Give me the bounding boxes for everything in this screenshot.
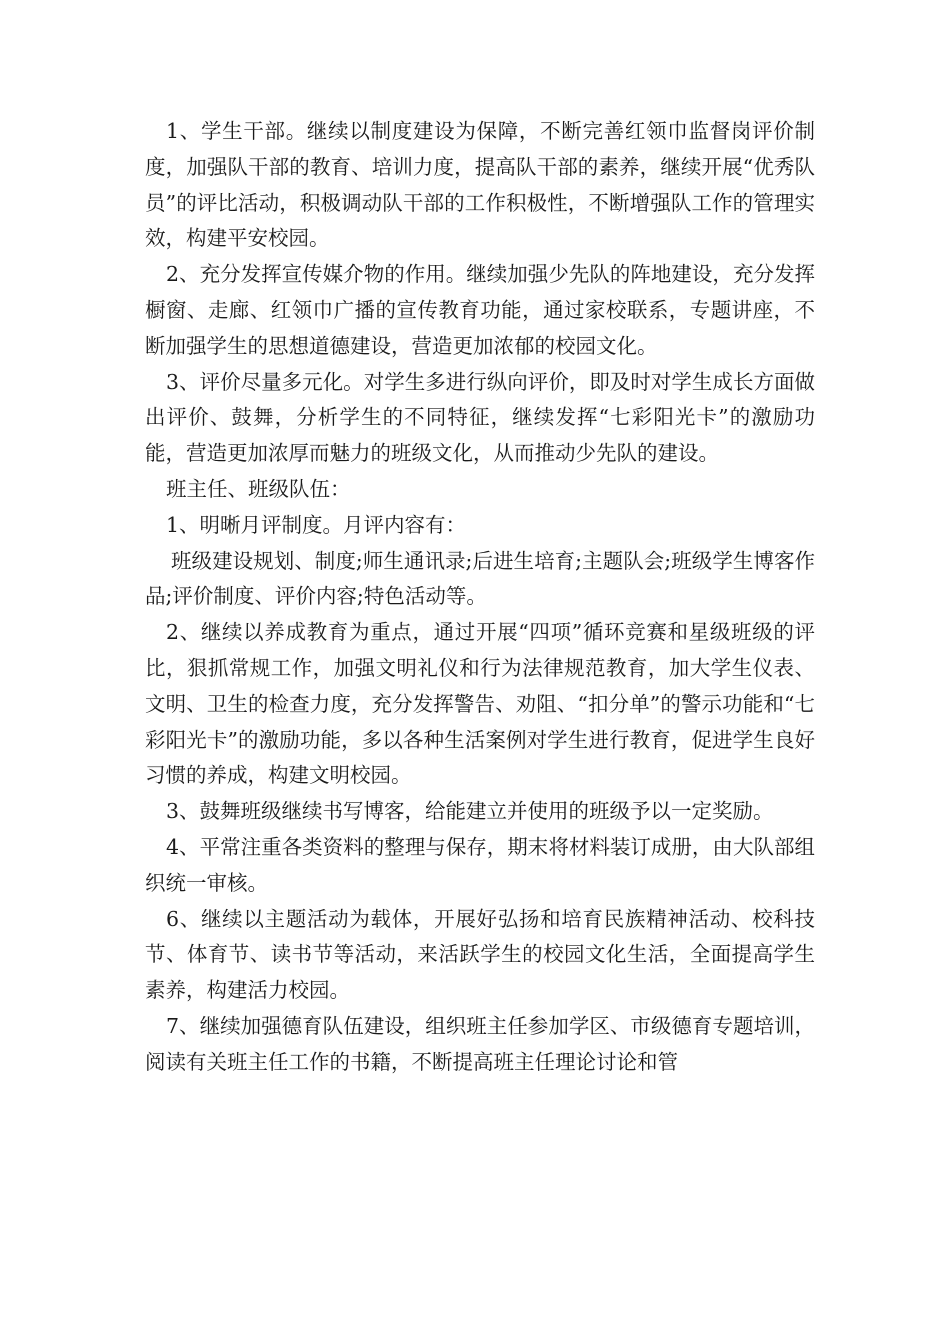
paragraph-monthly-evaluation-contents: 班级建设规划、制度;师生通讯录;后进生培育;主题队会;班级学生博客作品;评价制度、评价内容;特色活动等。: [145, 548, 815, 609]
paragraph-monthly-evaluation: 1、明晰月评制度。月评内容有：: [166, 512, 467, 537]
paragraph-materials-archiving: 4、平常注重各类资料的整理与保存，期末将材料装订成册，由大队部组织统一审核。: [145, 834, 815, 895]
paragraph-publicity-media: 2、充分发挥宣传媒介物的作用。继续加强少先队的阵地建设，充分发挥橱窗、走廊、红领巾广播的宣传教育功能，通过家校联系，专题讲座，不断加强学生的思想道德建设，营造更加浓郁的校园文化。: [145, 262, 815, 358]
paragraph-class-blogs: 3、鼓舞班级继续书写博客，给能建立并使用的班级予以一定奖励。: [166, 799, 774, 824]
document-body: [145, 114, 815, 1081]
section-heading-class-teachers: 班主任、班级队伍：: [166, 476, 351, 501]
paragraph-theme-activities: 6、继续以主题活动为载体，开展好弘扬和培育民族精神活动、校科技节、体育节、读书节等活动，来活跃学生的校园文化生活，全面提高学生素养，构建活力校园。: [145, 906, 815, 1003]
paragraph-student-cadres: 1、学生干部。继续以制度建设为保障，不断完善红领巾监督岗评价制度，加强队干部的教育、培训力度，提高队干部的素养，继续开展“优秀队员”的评比活动，积极调动队干部的工作积极性，不断增强队工作的管理实效，构建平安校园。: [145, 119, 815, 251]
paragraph-moral-education-team: 7、继续加强德育队伍建设，组织班主任参加学区、市级德育专题培训，阅读有关班主任工作的书籍，不断提高班主任理论讨论和管: [145, 1013, 815, 1074]
paragraph-habit-education: 2、继续以养成教育为重点，通过开展“四项”循环竞赛和星级班级的评比，狠抓常规工作，加强文明礼仪和行为法律规范教育，加大学生仪表、文明、卫生的检查力度，充分发挥警告、劝阻、“扣分单”的警示功能和“七彩阳光卡”的激励功能，多以各种生活案例对学生进行教育，促进学生良好习惯的养成，构建文明校园。: [145, 620, 815, 788]
paragraph-diversified-evaluation: 3、评价尽量多元化。对学生多进行纵向评价，即及时对学生成长方面做出评价、鼓舞，分析学生的不同特征，继续发挥“七彩阳光卡”的激励功能，营造更加浓厚而魅力的班级文化，从而推动少先队的建设。: [145, 369, 815, 466]
